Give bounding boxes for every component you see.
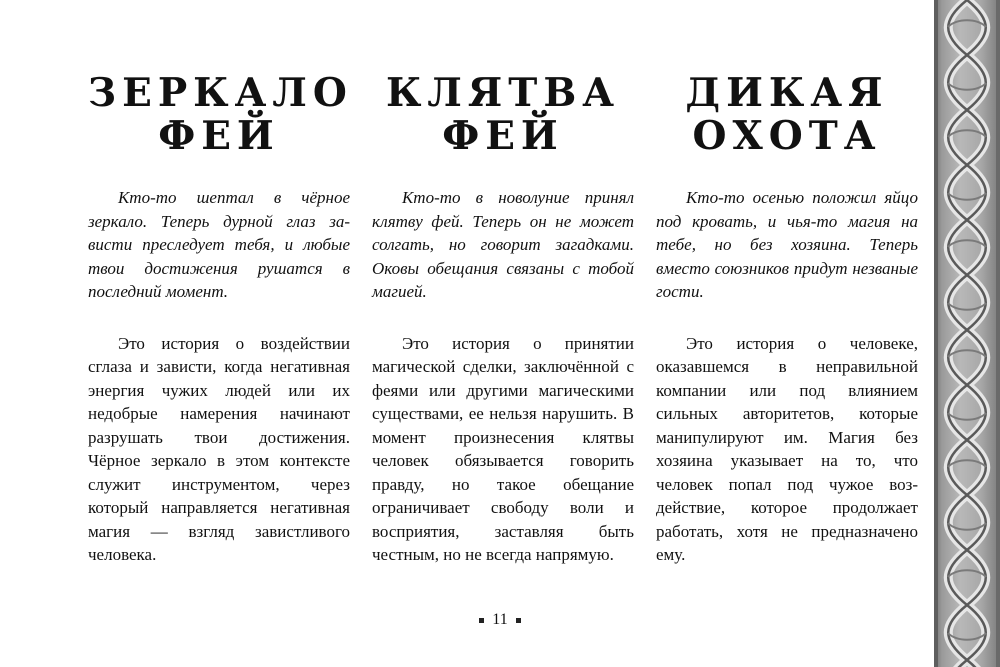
folio-square-icon — [479, 618, 484, 623]
intro-paragraph: Кто-то в новолуние принял клятву фей. Теперь он не может солгать, но говорит загадками. Оковы обещания связаны с тобой магией. — [372, 188, 634, 301]
heading — [372, 72, 634, 164]
heading-line-1: ЗЕРКАЛО — [88, 70, 353, 116]
heading-line-2: ФЕЙ — [158, 113, 280, 159]
heading-line-1: КЛЯТВА — [385, 70, 621, 116]
body-paragraph: Это история о человеке, оказавшемся в неправильной компании или под влиянием сильных авторитетов, которые манипулируют им. Магия без хозяина указывает на то, что человек попал под чужое воздействие, которое продолжает работать, хотя не предназначено ему. — [656, 333, 918, 564]
column-wild-hunt — [656, 72, 918, 567]
page-number — [470, 611, 530, 629]
body-paragraph: Это история о воздействии сглаза и зависти, когда негативная энергия чужих людей или их недобрые намерения начинают разрушать твои достижения. Чёрное зеркало в этом контексте служит инструментом, через который направляется негативная магия — взгляд завистливого человека. — [88, 333, 350, 564]
column-mirror-of-fae — [88, 70, 353, 567]
heading-line-2: ФЕЙ — [442, 113, 564, 159]
knotwork-ornament-icon — [934, 0, 1000, 667]
heading — [88, 70, 353, 164]
heading-line-1: ДИКАЯ — [685, 70, 889, 116]
folio-square-icon — [516, 618, 521, 623]
heading-line-2: ОХОТА — [692, 113, 882, 159]
intro-paragraph: Кто-то шептал в чёрное зеркало. Теперь дурной глаз зависти преследует тебя, и любые твои достижения рушатся в последний момент. — [88, 188, 350, 301]
body-paragraph: Это история о принятии магической сделки, заключённой с феями или другими магическими существами, ее нельзя нарушить. В момент произнесения клятвы человек обязывается говорить правду, но такое обещание ограничивает свободу воли и восприятия, заставляя быть честным, но не всегда напрямую. — [372, 333, 634, 564]
page-number-text: 11 — [492, 611, 508, 628]
celtic-knot-border — [934, 0, 1000, 667]
column-fae-oath — [372, 72, 634, 567]
intro-paragraph: Кто-то осенью положил яйцо под кровать, и чья-то магия на тебе, но без хозяина. Теперь вместо союзников придут незваные гости. — [656, 188, 918, 301]
heading — [656, 72, 918, 164]
